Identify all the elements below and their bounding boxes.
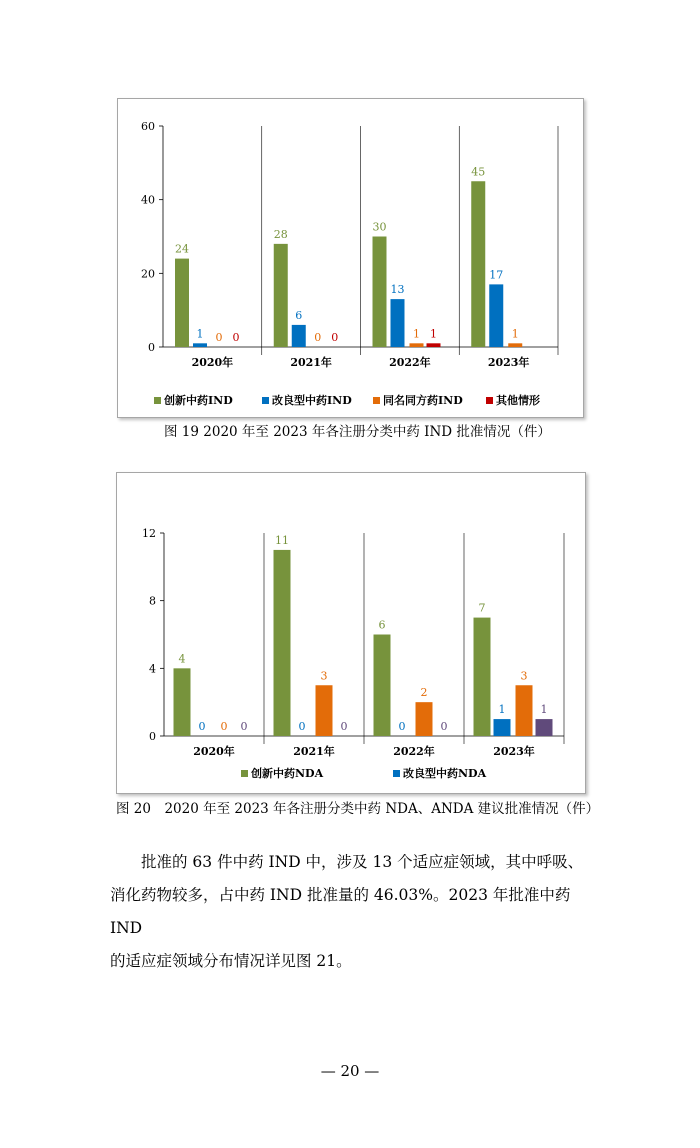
body-line-3: 的适应症领域分布情况详见图 21。 (110, 952, 352, 970)
data-label: 0 (440, 720, 448, 733)
x-tick-label: 2020年 (191, 356, 234, 369)
x-tick-label: 2023年 (487, 356, 530, 369)
y-tick-label: 20 (141, 267, 155, 281)
chart-ind-approvals (117, 98, 584, 418)
bar (471, 181, 485, 347)
data-label: 0 (232, 331, 240, 344)
legend-label: 其他情形 (496, 394, 540, 407)
legend-swatch (486, 397, 493, 404)
legend-swatch (393, 770, 400, 777)
data-label: 0 (240, 720, 248, 733)
data-label: 11 (275, 533, 289, 547)
bar (175, 259, 189, 347)
bar (316, 685, 333, 736)
x-tick-label: 2022年 (393, 745, 435, 758)
data-label: 1 (498, 703, 506, 717)
legend-swatch (262, 397, 269, 404)
bar (292, 325, 306, 347)
legend-label: 改良型中药NDA (403, 767, 487, 780)
legend-swatch (154, 397, 161, 404)
x-tick-label: 2021年 (293, 745, 335, 758)
bar (274, 550, 291, 736)
x-tick-label: 2020年 (193, 745, 235, 758)
bar (410, 343, 424, 347)
data-label: 2 (420, 686, 428, 700)
data-label: 0 (340, 720, 348, 733)
chart-nda-svg (117, 473, 585, 793)
data-label: 0 (398, 720, 406, 733)
data-label: 28 (273, 227, 288, 241)
body-line-2: 消化药物较多，占中药 IND 批准量的 46.03%。2023 年批准中药 IND (110, 886, 571, 937)
x-tick-label: 2023年 (493, 745, 535, 758)
page-number: — 20 — (320, 1062, 380, 1080)
chart-ind-svg (118, 99, 583, 417)
data-label: 0 (198, 720, 206, 733)
bar (489, 284, 503, 347)
legend-label: 改良型中药IND (272, 394, 352, 407)
bar (427, 343, 441, 347)
bar (174, 668, 191, 736)
data-label: 0 (331, 331, 339, 344)
bar (193, 343, 207, 347)
data-label: 1 (511, 327, 519, 341)
legend-swatch (373, 397, 380, 404)
y-tick-label: 0 (148, 341, 155, 354)
data-label: 3 (320, 669, 328, 683)
data-label: 0 (215, 331, 223, 344)
x-tick-label: 2021年 (290, 356, 332, 369)
body-paragraph (110, 846, 596, 978)
legend-label: 创新中药NDA (251, 767, 324, 780)
bar (516, 685, 533, 736)
y-tick-label: 4 (149, 662, 156, 676)
y-tick-label: 60 (141, 120, 155, 133)
bar (374, 635, 391, 737)
y-tick-label: 12 (142, 527, 156, 540)
data-label: 1 (196, 327, 204, 341)
data-label: 4 (178, 652, 186, 666)
data-label: 0 (220, 720, 228, 733)
data-label: 30 (372, 220, 387, 234)
bar (536, 719, 553, 736)
legend-label: 创新中药IND (164, 394, 233, 407)
bar (373, 237, 387, 348)
data-label: 24 (175, 242, 189, 256)
figure-19-caption: 图 19 2020 年至 2023 年各注册分类中药 IND 批准情况（件） (164, 424, 551, 440)
y-tick-label: 40 (141, 193, 155, 207)
data-label: 6 (378, 618, 386, 632)
data-label: 1 (430, 327, 437, 341)
data-label: 1 (540, 703, 548, 717)
data-label: 45 (471, 165, 486, 179)
bar (494, 719, 511, 736)
bar (474, 618, 491, 736)
data-label: 13 (390, 283, 405, 297)
bar (508, 343, 522, 347)
data-label: 17 (489, 268, 504, 282)
data-label: 3 (520, 669, 528, 683)
y-tick-label: 8 (149, 594, 156, 608)
data-label: 7 (478, 601, 486, 615)
figure-20-caption: 图 20 2020 年至 2023 年各注册分类中药 NDA、ANDA 建议批准情况（件） (116, 801, 600, 817)
bar (391, 299, 405, 347)
legend-label: 同名同方药IND (383, 394, 463, 407)
chart-nda-approvals (116, 472, 586, 794)
data-label: 6 (295, 308, 303, 322)
data-label: 0 (314, 331, 322, 344)
x-tick-label: 2022年 (389, 356, 431, 369)
y-tick-label: 0 (149, 730, 156, 743)
legend-swatch (241, 770, 248, 777)
bar (274, 244, 288, 347)
bar (416, 702, 433, 736)
data-label: 0 (298, 720, 306, 733)
data-label: 1 (413, 327, 420, 341)
body-line-1: 批准的 63 件中药 IND 中，涉及 13 个适应症领域，其中呼吸、 (141, 853, 584, 871)
